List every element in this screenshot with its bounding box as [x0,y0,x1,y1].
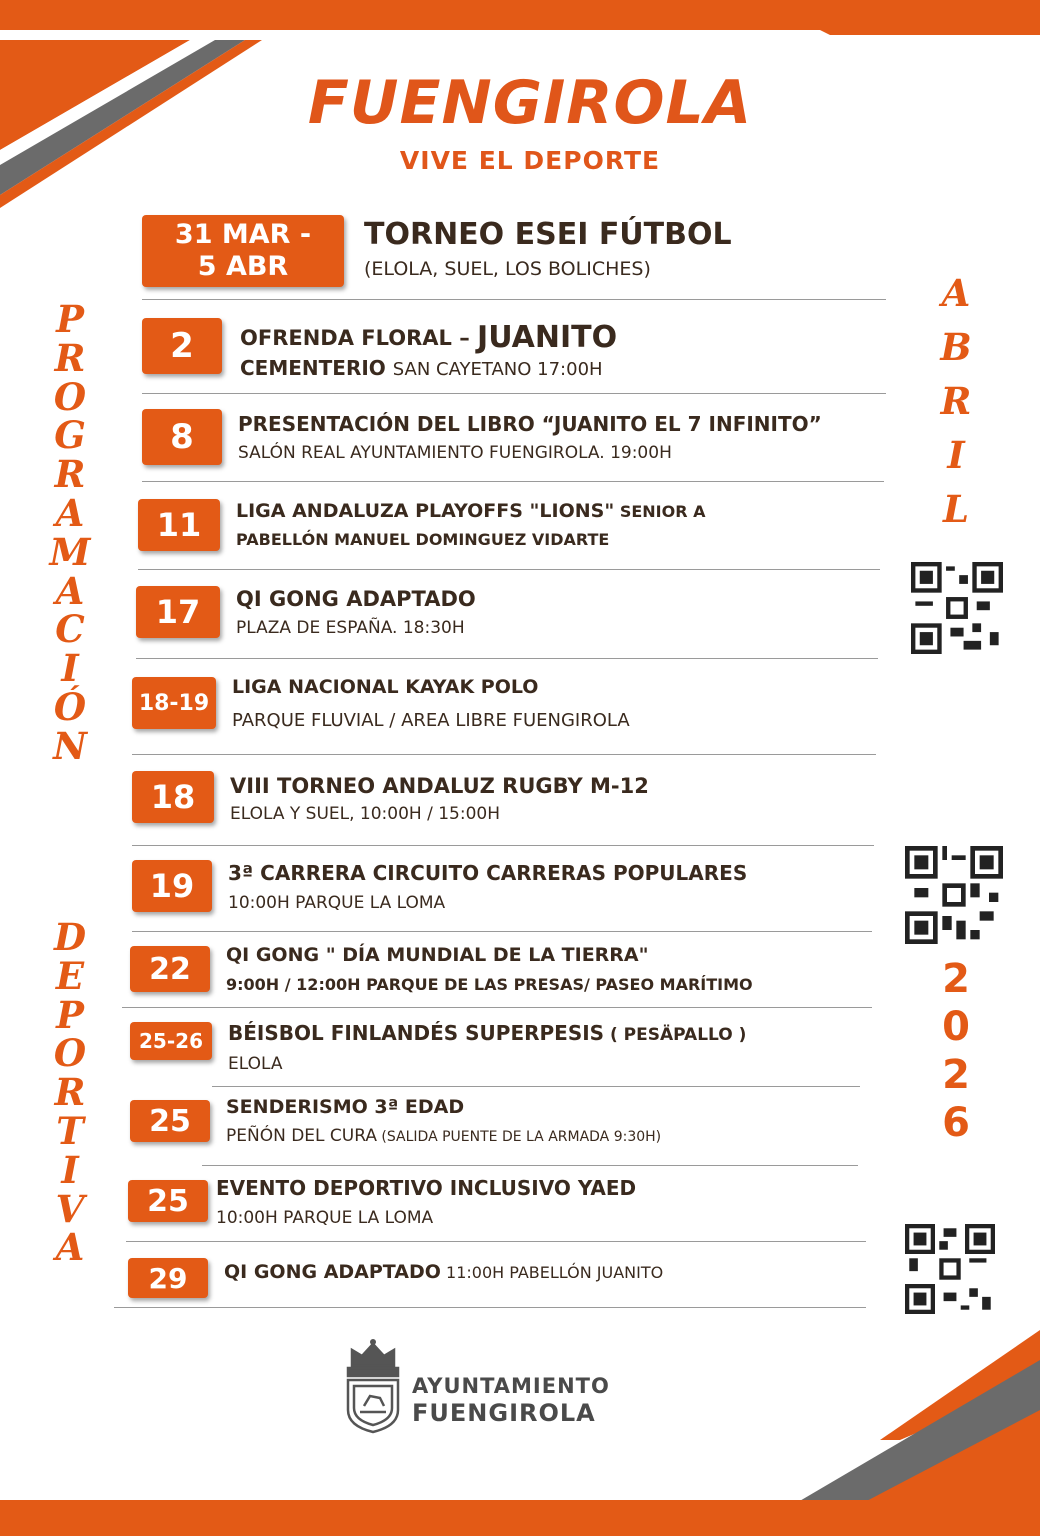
side-text-abril: A B R I L [940,271,972,531]
event-title: PRESENTACIÓN DEL LIBRO “JUANITO EL 7 INFINITO” [238,412,822,436]
qr-code-icon[interactable] [910,562,1004,654]
qr-code-icon[interactable] [904,846,1004,944]
event-title: QI GONG ADAPTADO 11:00H PABELLÓN JUANITO [224,1261,664,1283]
divider [212,1086,860,1087]
event-title: VIII TORNEO ANDALUZ RUGBY M-12 [230,774,649,798]
event-detail: ELOLA [228,1054,283,1074]
divider [122,1007,872,1008]
divider [142,393,886,394]
event-date-badge: 11 [138,499,220,551]
side-text-programacion: P R O G R A M A C I Ó N [49,297,91,768]
footer-line2: FUENGIROLA [412,1399,596,1427]
divider [126,1241,866,1242]
divider [114,1307,866,1308]
event-date-badge: 18-19 [132,677,216,729]
side-text-year: 2 0 2 6 [942,956,970,1146]
event-title: 3ª CARRERA CIRCUITO CARRERAS POPULARES [228,861,748,885]
event-date-badge: 25 [130,1100,210,1142]
qr-code-icon[interactable] [904,1224,996,1314]
page-title: FUENGIROLA [307,68,753,138]
event-title: TORNEO ESEI FÚTBOL [364,217,732,252]
event-detail: SALÓN REAL AYUNTAMIENTO FUENGIROLA. 19:00H [238,443,672,463]
event-title: LIGA NACIONAL KAYAK POLO [232,676,539,698]
divider [136,658,878,659]
event-title: OFRENDA FLORAL – JUANITO [240,320,618,355]
divider [202,1165,858,1166]
event-title: LIGA ANDALUZA PLAYOFFS "LIONS" SENIOR A [236,500,706,522]
event-date-badge: 22 [130,946,210,992]
divider [142,481,884,482]
page-subtitle: VIVE EL DEPORTE [399,146,661,175]
event-detail: 10:00H PARQUE LA LOMA [228,893,446,913]
divider [142,299,886,300]
event-detail: PARQUE FLUVIAL / AREA LIBRE FUENGIROLA [232,710,630,731]
event-detail: PLAZA DE ESPAÑA. 18:30H [236,618,465,638]
event-date-badge: 25 [128,1180,208,1222]
event-date-badge: 25-26 [130,1022,212,1060]
event-title: EVENTO DEPORTIVO INCLUSIVO YAED [216,1176,637,1200]
event-date-badge: 29 [128,1258,208,1298]
event-date-badge: 31 MAR - 5 ABR [142,215,344,287]
divider [132,845,874,846]
divider [138,569,880,570]
event-detail: PEÑÓN DEL CURA (SALIDA PUENTE DE LA ARMADA 9:30H) [226,1126,662,1146]
event-title: QI GONG " DÍA MUNDIAL DE LA TIERRA" [226,944,649,966]
event-detail: 10:00H PARQUE LA LOMA [216,1208,434,1228]
footer-line1: AYUNTAMIENTO [412,1374,610,1398]
side-text-deportiva: D E P O R T I V A [53,915,87,1270]
event-date-badge: 8 [142,409,222,465]
event-detail: CEMENTERIO SAN CAYETANO 17:00H [240,356,603,380]
event-title: QI GONG ADAPTADO [236,587,476,611]
divider [132,931,872,932]
event-title: BÉISBOL FINLANDÉS SUPERPESIS ( PESÄPALLO ) [228,1021,747,1045]
event-title: SENDERISMO 3ª EDAD [226,1096,465,1118]
event-date-badge: 2 [142,318,222,374]
event-date-badge: 17 [136,586,220,638]
event-detail: ELOLA Y SUEL, 10:00H / 15:00H [230,804,501,824]
event-detail: (ELOLA, SUEL, LOS BOLICHES) [364,258,651,280]
event-detail: 9:00H / 12:00H PARQUE DE LAS PRESAS/ PASEO MARÍTIMO [226,975,753,994]
event-date-badge: 19 [132,860,212,912]
coat-of-arms-icon [340,1336,406,1434]
divider [132,754,876,755]
event-date-badge: 18 [132,771,214,823]
event-detail: PABELLÓN MANUEL DOMINGUEZ VIDARTE [236,530,610,549]
